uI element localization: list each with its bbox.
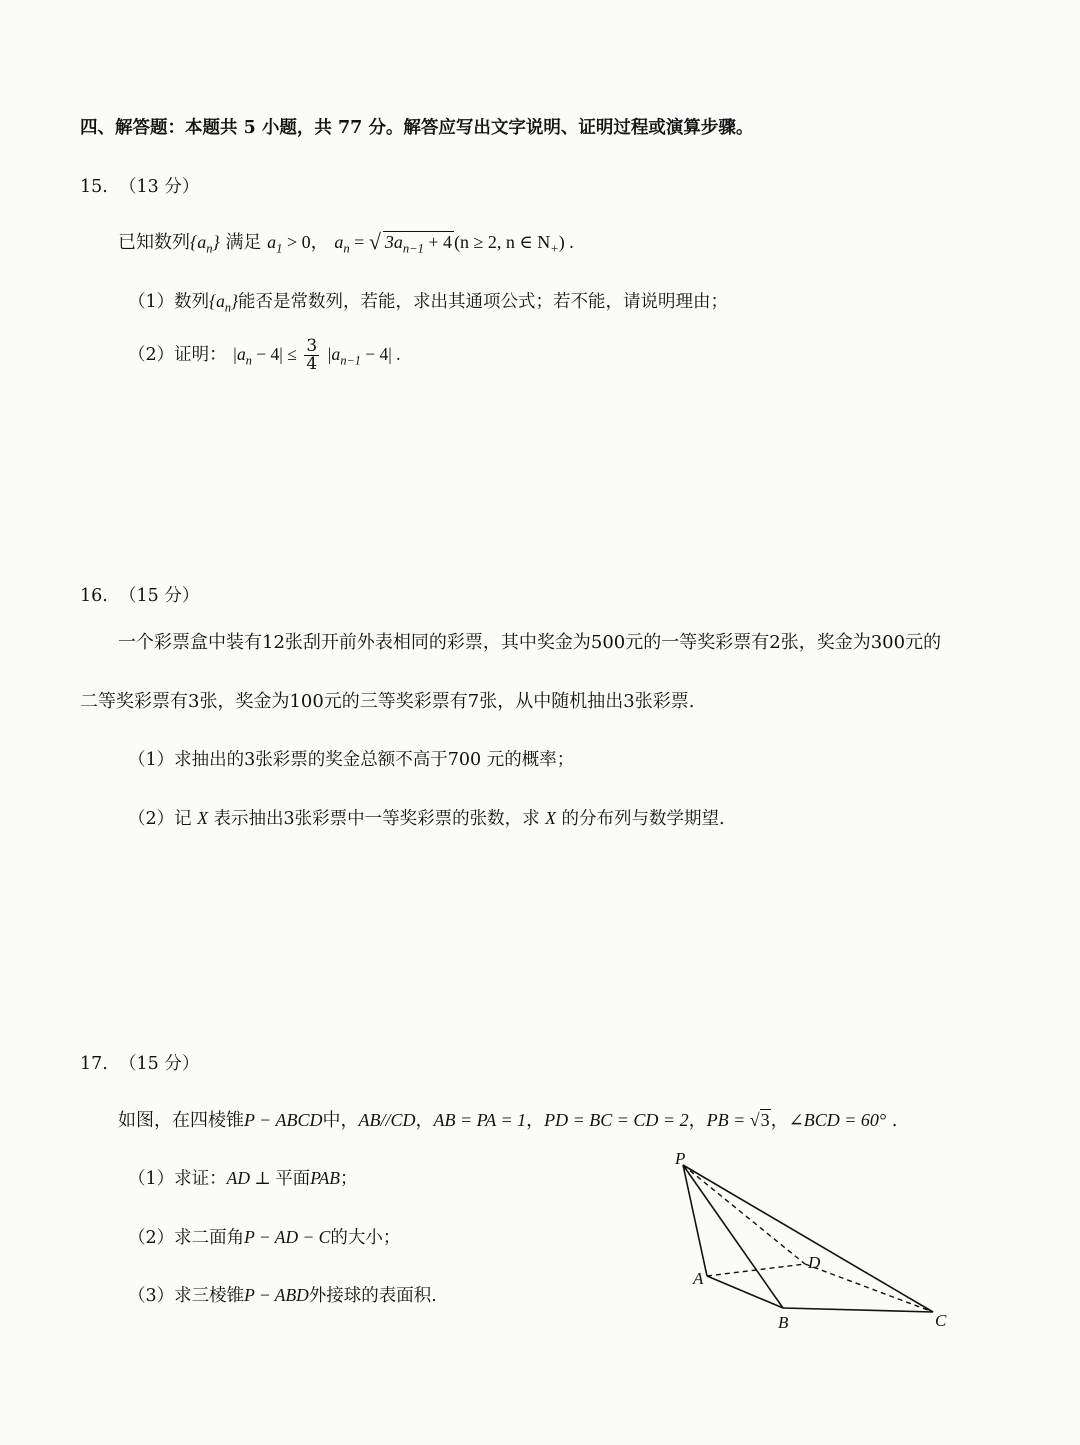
q15-stem-mid: 满足: [225, 232, 262, 253]
q15-part1: （1）数列$\{a_n\}$能否是常数列，若能，求出其通项公式；若不能，请说明理由；: [128, 291, 729, 315]
q17-part1-b: AD ⊥: [226, 1168, 276, 1188]
q16-part2-var-2: X: [545, 808, 556, 828]
edge-bc: [783, 1308, 933, 1312]
pyramid-figure: [665, 1140, 965, 1340]
q16-part2: [128, 805, 725, 830]
q15-part1-prefix: 数列: [174, 292, 210, 312]
label-c: C: [935, 1311, 947, 1330]
q16-part1: [128, 746, 574, 771]
label-b: B: [778, 1313, 789, 1332]
q17-part3-label: （3）: [128, 1286, 175, 1306]
section-heading: 四、解答题：本题共 5 小题，共 77 分。解答应写出文字说明、证明过程或演算步骤。: [80, 118, 754, 138]
q17-part3-a: 求三棱锥: [174, 1286, 245, 1306]
q17-part1-a: 求证：: [174, 1169, 227, 1189]
q16-line1: 一个彩票盒中装有12张刮开前外表相同的彩票，其中奖金为500元的一等奖彩票有2张，奖金为300元的: [118, 632, 942, 653]
q17-number: 17.: [80, 1054, 108, 1074]
edge-pc: [683, 1165, 933, 1312]
q16-part1-label: （1）: [128, 750, 175, 770]
edge-ad-hidden: [707, 1264, 805, 1276]
q17-part1-d: PAB: [310, 1168, 341, 1188]
q16-part2-b: 表示抽出3张彩票中一等奖彩票的张数，求: [213, 809, 540, 829]
q17-part3-c: 外接球的表面积.: [308, 1286, 437, 1306]
q17-score: （15 分）: [118, 1054, 200, 1074]
q15-number: 15.: [80, 177, 108, 197]
q17-header: [80, 1050, 199, 1075]
q17-part2-a: 求二面角: [174, 1228, 245, 1248]
q17-stem-b: 中，: [322, 1110, 359, 1131]
q15-stem: 已知数列$\{a_n\}$ 满足 $a_1 > 0$， $a_n$ = √ $3a_{n-1} + 4$ (n ≥ 2, n ∈ $N_+$) .: [118, 229, 574, 256]
q15-part2: （2）证明： $|a_n - 4|$ ≤ $\frac{3}{4}$ $|a_{n-1} - 4|$ .: [128, 336, 401, 374]
q15-fraction: $\frac{3}{4}$: [306, 336, 318, 374]
q15-part2-text: 证明：: [174, 345, 227, 365]
q17-cond-4: PB =: [706, 1110, 750, 1130]
q15-part1-label: （1）: [128, 292, 175, 312]
q16-part2-a: 记: [174, 809, 192, 829]
q17-cond-2: AB = PA = 1: [433, 1110, 527, 1130]
q15-stem-sep: ，: [310, 232, 329, 253]
q17-stem-pyramid: P − ABCD: [244, 1110, 323, 1130]
q16-score: （15 分）: [118, 586, 200, 606]
q17-cond-1: AB//CD: [358, 1110, 416, 1130]
q17-part1-label: （1）: [128, 1169, 175, 1189]
q17-part1-c: 平面: [275, 1169, 311, 1189]
q17-part2-b: P − AD − C: [244, 1227, 331, 1247]
q17-part2-label: （2）: [128, 1228, 175, 1248]
q15-part1-text: 能否是常数列，若能，求出其通项公式；若不能，请说明理由；: [238, 292, 729, 312]
q15-stem-cond: (n ≥ 2, n ∈ N: [454, 232, 551, 252]
q15-header: [80, 173, 199, 198]
q15-part2-label: （2）: [128, 345, 175, 365]
q17-part3-b: P − ABD: [244, 1285, 309, 1305]
q17-part1: [128, 1165, 358, 1190]
q17-stem-a: 如图，在四棱锥: [118, 1110, 244, 1131]
q17-part2: [128, 1224, 400, 1249]
q17-cond-5: ∠BCD = 60°: [788, 1110, 887, 1130]
q16-part2-var-1: X: [197, 808, 208, 828]
q15-score: （13 分）: [118, 177, 200, 197]
q16-part1-text: 求抽出的3张彩票的奖金总额不高于700 元的概率；: [174, 750, 575, 770]
q16-header: [80, 582, 199, 607]
q17-part1-e: ；: [340, 1169, 358, 1189]
q16-part2-label: （2）: [128, 809, 175, 829]
label-d: D: [808, 1253, 821, 1272]
q15-stem-prefix: 已知数列: [118, 232, 190, 253]
q17-part2-c: 的大小；: [330, 1228, 401, 1248]
q17-cond-3: PD = BC = CD = 2: [544, 1110, 689, 1130]
q17-part3: [128, 1282, 437, 1307]
q16-number: 16.: [80, 586, 108, 606]
q17-cond-4-radicand: 3: [760, 1110, 770, 1130]
q16-line2: 二等奖彩票有3张，奖金为100元的三等奖彩票有7张，从中随机抽出3张彩票.: [80, 691, 695, 712]
label-p: P: [675, 1149, 686, 1168]
edge-dc-hidden: [805, 1264, 933, 1312]
q17-stem: 如图，在四棱锥P − ABCD中，AB//CD，AB = PA = 1，PD = BC = CD = 2，PB = √3，∠BCD = 60° .: [118, 1110, 898, 1131]
label-a: A: [693, 1269, 704, 1288]
q16-part2-c: 的分布列与数学期望.: [561, 809, 725, 829]
